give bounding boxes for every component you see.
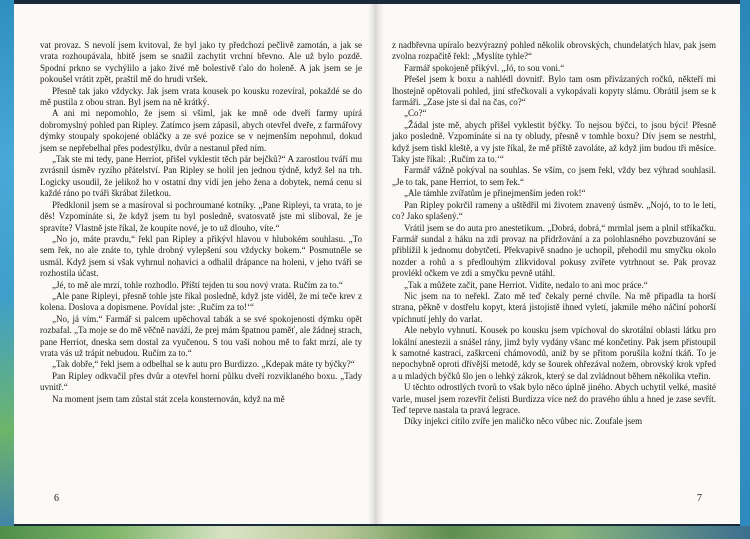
right-page — [376, 4, 740, 524]
left-page — [14, 4, 376, 524]
cover-edge-bottom — [0, 526, 750, 539]
paragraph: z nadbřevna upíralo bezvýrazný pohled několik obrovských, chundelatých hlav, pak jsem zvolna rozpačitě řekl: „Myslíte tyhle?“ — [392, 40, 716, 62]
paragraph: „Žádal jste mě, abych přišel vyklestit býčky. To nejsou býčci, to jsou býci! Přesně jako posledně. Vzpomínáte si na ty obludy, přesně v tomhle boxu? Dív jsem se nestrhl, když jsem tiskl kleště, a vy jste říkal, že mě příště zavoláte, až když jim budou tři měsíce. Taky jste říkal: ‚Ručím za to.‘“ — [392, 119, 716, 165]
paragraph: „No, já vím.“ Farmář si palcem upěchoval tabák a se své spokojenosti dýmku opět rozbafal. „Ta moje se do mě věčně naváží, že prej mám špatnou paměť, ale žádnej strach, pane Herriot, dneska sem dostal za vyučenou. S tou vaší nohou mě to fakt mrzí, ale ty vrata vás už trápit nebudou. Ručím za to.“ — [40, 313, 362, 358]
paragraph: Nic jsem na to neřekl. Zato mě teď čekaly perné chvíle. Na mě připadla ta horší strana, pěkně v dostřelu kopyt, která jistojistě ihned vyletí, jakmile mého náčiní pohorší vpíchnutí jehly do varlat. — [392, 290, 716, 324]
paragraph: Na moment jsem tam zůstal stát zcela konsternován, když na mě — [52, 393, 285, 404]
paragraph: Pan Ripley pokrčil rameny a uštědřil mi životem znavený úsměv. „Nojó, to to le letí, co? Jako splašený.“ — [392, 199, 716, 222]
paragraph: Vrátil jsem se do auta pro anestetikum. „Dobrá, dobrá,“ mrmlal jsem a plnil stříkačku. Farmář sundal z háku na zdi provaz na přidržování a za polohlasného povzbuzování se přiblížil k jednomu dobytčeti. Překvapivě snadno je uchopil, přehodil mu smyčku okolo nozder a rohů a s předlouhým zlikvidoval pokusy zvířete vytrhnout se. Pak provaz provlékl očkem ve zdi a smyčku pevně utáhl. — [392, 222, 716, 279]
page-number-left: 6 — [54, 493, 59, 504]
paragraph: „No jo, máte pravdu,“ řekl pan Ripley a přikývl hlavou v hlubokém souhlasu. „To sem řek, no ale znáte to, tyhle drobný vylepšení sou vždycky bokem.“ Posmutněle se usmál. Když jsem si však vyhrnul nohavici a odhalil drápance na holeni, v jeho tváři se rozhostila účast. — [40, 233, 362, 279]
paragraph: Farmář spokojeně přikývl. „Jó, to sou voni.“ — [404, 62, 565, 73]
paragraph: U těchto odrostlých tvorů to však bylo něco úplně jiného. Abych uchytil velké, masité varle, musel jsem rozevřít čelisti Burdizza více než do pravého úhlu a hned je zase sevřít. Teď teprve nastala ta pravá legrace. — [392, 382, 716, 415]
paragraph: „Ale pane Ripleyi, přesně tohle jste říkal posledně, když jste viděl, že mi teče krev z kolena. Doslova a dopismene. Povídal jste: ‚Ručím za to!‘“ — [40, 290, 362, 313]
left-page-text — [40, 40, 362, 405]
paragraph: Přesně tak jako vždycky. Jak jsem vrata kousek po kousku rozevíral, pokaždé se do mě pustila z obou stran. Byl jsem na ně krátký. — [40, 85, 362, 108]
paragraph: „Ale támhle zvířatům je přinejmenším jeden rok!“ — [404, 188, 586, 199]
paragraph: Ale nebylo vyhnutí. Kousek po kousku jsem vpíchoval do skrotální oblasti látku pro lokální anestezii a snášel rány, jimž byly vydány všanc mé končetiny. Pak jsem přistoupil k samotné kastraci, zaškrcení chámovodů, aniž by se přitom porušila kožní tkáň. To je nepochybně oproti dřívější metodě, kdy se šourek ohřezával nožem, obrovský krok vpřed a u mladých býčků šlo jen o lehký zákrok, který se dal zvládnout během několika vteřin. — [392, 325, 716, 381]
paragraph: A ani mi nepomohlo, že jsem si všiml, jak ke mně ode dveří farmy upírá dobromyslný pohled pan Ripley. Zatímco jsem zápasil, abych otevřel dveře, z farmářovy dýmky stoupaly spokojené obláčky a ze své pozice se v nejmenším nepohnul, dokud jsem se nepřebelhal přes podestýlku, dvůr a nestanul před ním. — [40, 108, 362, 153]
paragraph: Farmář vážně pokýval na souhlas. Se vším, co jsem řekl, vždy bez výhrad souhlasil. „Je to tak, pane Herriot, to sem řek.“ — [392, 165, 716, 187]
paragraph: Pan Ripley odkvačil přes dvůr a otevřel horní půlku dveří rozviklaného boxu. „Tady uvnitř.“ — [40, 370, 362, 393]
paragraph: „Tak ste mi tedy, pane Herriot, přišel vyklestit těch pár bejčků?“ A zarostlou tváří mu zvrásnil úsměv ryzího přátelství. Pan Ripley se holil jen jednou týdně, když šel na trh. Logicky usoudil, že jelikož ho v ostatní dny vidí jen jeho žena a dobytek, nemá cenu si každé ráno po tváři škrábat žiletkou. — [40, 154, 362, 199]
right-page-text — [392, 40, 716, 428]
paragraph: „Co?“ — [404, 108, 427, 119]
paragraph: Díky injekci cítilo zvíře jen maličko něco vůbec nic. Zoufale jsem — [404, 416, 643, 427]
cover-edge-left — [0, 0, 14, 539]
cover-edge-right — [740, 0, 750, 539]
paragraph: Předklonil jsem se a masíroval si pochroumané kotníky. „Pane Ripleyi, ta vrata, to je děs! Vzpomínáte si, že když jsem tu byl posledně, svatosvatě jste mi sliboval, že je spravíte? Vlastně jste říkal, že koupíte nové, je to už dlouho, víte.“ — [40, 199, 362, 233]
paragraph: „Tak dobře,“ řekl jsem a odbelhal se k autu pro Burdizzo. „Kdepak máte ty býčky?“ — [52, 359, 355, 370]
paragraph: „Tak a můžete začít, pane Herriot. Vidíte, nedalo to ani moc práce.“ — [404, 279, 648, 290]
paragraph: vat provaz. S nevolí jsem kvitoval, že byl jako ty předchozí pečlivě zamotán, a jak se vrata rozhoupávala, hbitě jsem se snažil zachytit vrchní břevno. Ale už bylo pozdě. Spodní prkno se vychýlilo a jako živé mě bolestivě ťalo do holeně. A jak jsem se je pokoušel vrátit zpět, praštil mě do hrudi vršek. — [40, 40, 362, 85]
paragraph: „Jé, to mě ale mrzí, tohle rozhodlo. Příští tejden tu sou nový vrata. Ručím za to.“ — [52, 279, 343, 290]
page-number-right: 7 — [697, 493, 702, 504]
paragraph: Přešel jsem k boxu a nahlédl dovnitř. Bylo tam osm přivázaných ročků, někteří mi lhostejně opětovali pohled, jiní střečkovali a vykopávali kopyty slámu. Obrátil jsem se k farmáři. „Zase jste si dal na čas, co?“ — [392, 74, 716, 108]
book-gutter — [368, 4, 384, 524]
